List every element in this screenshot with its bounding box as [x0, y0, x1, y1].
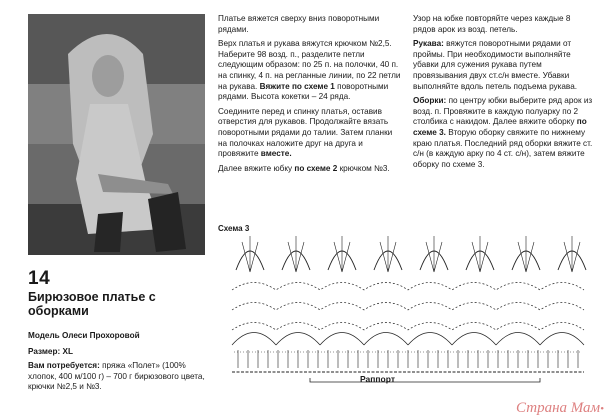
materials-line — [28, 361, 208, 393]
sleeves-label: Рукава: — [413, 39, 444, 49]
skirt-hook: крючком №3. — [339, 163, 390, 173]
skirt-pattern-paragraph: Узор на юбке повторяйте через каждые 8 рядов арок из возд. петель. — [413, 14, 571, 34]
join-paragraph — [218, 107, 401, 160]
sleeves-paragraph — [413, 39, 595, 92]
size-line — [28, 347, 73, 356]
repeat-label: Раппорт — [360, 374, 395, 384]
watermark-dot: • — [600, 403, 604, 415]
sleeves-text: вяжутся поворотными рядами от проймы. При необходимости выполняйте убавки для сужения рукава путем провязывания двух ст.с/н вместе. Убавки выполняйте вдоль петель подъема рукава. — [413, 39, 578, 91]
pattern-title: Бирюзовое платье с оборками — [28, 290, 156, 318]
ruffles-text-2: Вторую оборку свяжите по нижнему краю платья. Последний ряд оборки вяжите ст. с/н (в каждую арку по 4 ст. с/н), затем вяжите оборку по схеме 3. — [413, 127, 593, 169]
top-text: Верх платья и рукава вяжутся крючком №2,5. Наберите 98 возд. п., разделите петли следующим образом: по 25 п. на полочки, 40 п. на спинку, 4 п. на регланные линии, по 22 петли на рукава. — [218, 39, 401, 91]
join-emphasis: вместе. — [260, 149, 292, 159]
skirt-text: Далее вяжите юбку — [218, 163, 293, 173]
crochet-scheme-3 — [218, 220, 598, 390]
top-text-rows: поворотными рядами. — [218, 81, 389, 102]
watermark-text: Страна Мам — [516, 400, 601, 416]
materials-text: пряжа «Полет» (100% хлопок, 400 м/100 г) – 700 г бирюзового цвета, крючки №2,5 и №3. — [28, 361, 205, 391]
instructions-column-right — [413, 14, 595, 174]
ruffles-paragraph — [413, 96, 595, 170]
scheme-label: Схема 3 — [218, 224, 250, 233]
instructions-column-middle — [218, 14, 401, 178]
model-photo-illustration — [28, 14, 205, 255]
top-paragraph — [218, 39, 401, 103]
model-author: Модель Олеси Прохоровой — [28, 331, 140, 340]
pattern-number: 14 — [28, 268, 51, 289]
intro-paragraph: Платье вяжется сверху вниз поворотными рядами. — [218, 14, 380, 34]
model-photo — [28, 14, 205, 255]
scheme-3-ref: по схеме 3. — [413, 117, 587, 137]
size-value: XL — [62, 347, 73, 356]
site-watermark — [516, 400, 604, 417]
materials-label: Вам потребуется: — [28, 361, 100, 370]
scheme-fan-row — [236, 251, 586, 270]
ruffles-text: по центру юбки выберите ряд арок из возд. п. Провяжите в каждую полуарку по 2 столбика с накидом. Далее вяжите оборку — [413, 96, 593, 127]
join-text: Соедините перед и спинку платья, оставив отверстия для рукавов. Продолжайте вязать поворотными рядами до талии. Затем планки на полочках наложите друг на друга и провяжите — [218, 106, 393, 159]
yoke-height: Высота кокетки – 24 ряда. — [250, 92, 351, 102]
ruffles-label: Оборки: — [413, 96, 447, 106]
scheme-2-ref: по схеме 2 — [294, 163, 338, 173]
skirt-paragraph — [218, 164, 401, 175]
size-label: Размер: — [28, 347, 61, 356]
repeat-bracket — [310, 378, 540, 382]
scheme-1-ref: Вяжите по схеме 1 — [259, 81, 335, 91]
